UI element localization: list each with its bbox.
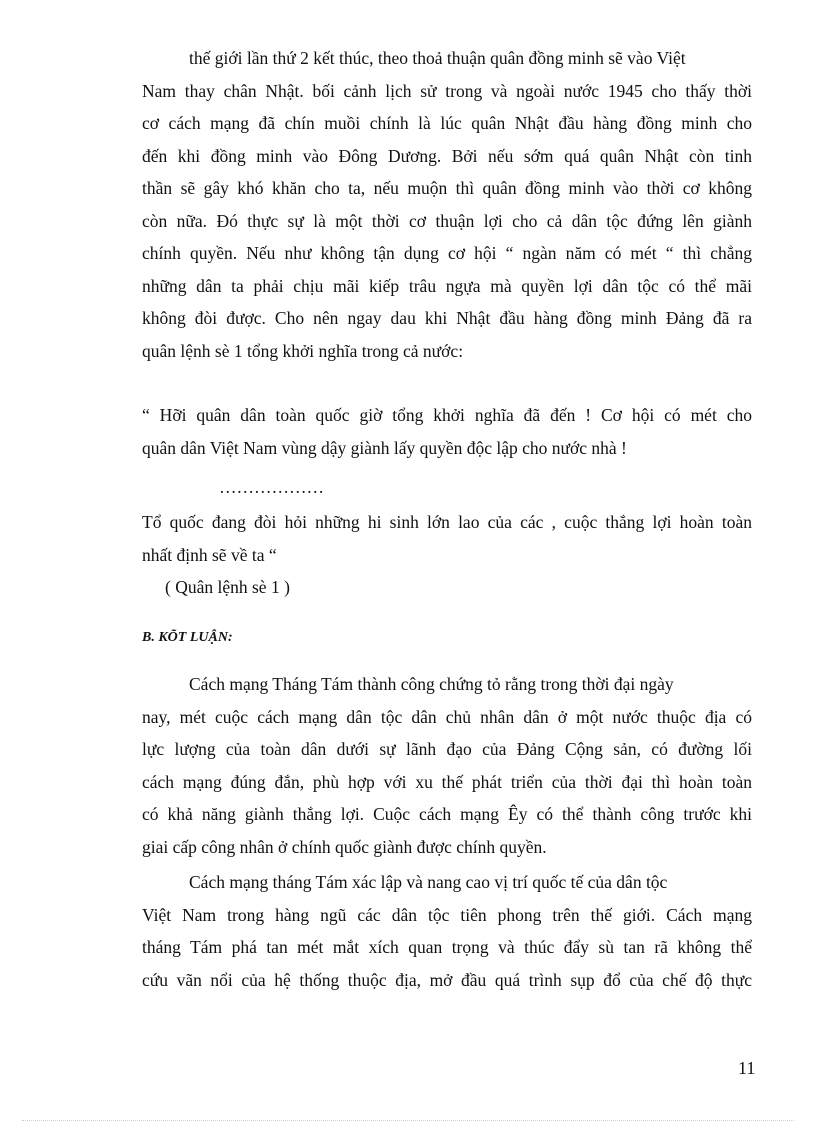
text-line: Nam thay chân Nhật. bối cảnh lịch sử trong và ngoài nước 1945 cho thấy thời	[142, 80, 752, 101]
text-line: quân lệnh sè 1 tổng khởi nghĩa trong cả nước:	[142, 340, 464, 361]
text-line: Cách mạng Tháng Tám thành công chứng tỏ rằng trong thời đại ngày	[189, 674, 674, 694]
text-line: nay, mét cuộc cách mạng dân tộc dân chủ nhân dân ở một nước thuộc địa có	[142, 706, 752, 727]
ellipsis: ………………	[219, 477, 324, 497]
paragraph-1	[142, 42, 752, 367]
quote-reference: ( Quân lệnh sè 1 )	[165, 577, 290, 597]
page-bottom-divider	[22, 1120, 794, 1121]
text-line: không đòi được. Cho nên ngay dau khi Nhật đầu hàng đồng minh Đảng đã ra	[142, 308, 752, 328]
text-line: tháng Tám phá tan mét mắt xích quan trọng và thúc đẩy sù tan rã không thể	[142, 937, 752, 957]
text-line: chính quyền. Nếu như không tận dụng cơ hội “ ngàn năm có mét “ thì chẳng	[142, 243, 752, 263]
text-line: cơ cách mạng đã chín muồi chính là lúc quân Nhật đầu hàng đồng minh cho	[142, 113, 752, 133]
text-line: thế giới lần thứ 2 kết thúc, theo thoả thuận quân đồng minh sẽ vào Việt	[189, 48, 686, 68]
text-line: đến khi đồng minh vào Đông Dương. Bởi nếu sớm quá quân Nhật còn tinh	[142, 145, 752, 166]
text-line: Tổ quốc đang đòi hỏi những hi sinh lớn lao của các , cuộc thắng lợi hoàn toàn	[142, 512, 752, 532]
text-line: những dân ta phải chịu mãi kiếp trâu ngựa mà quyền lợi dân tộc có thể mãi	[142, 275, 752, 296]
text-line: Cách mạng tháng Tám xác lập và nang cao vị trí quốc tế của dân tộc	[189, 872, 668, 892]
text-line: quân dân Việt Nam vùng dậy giành lấy quyền độc lập cho nước nhà !	[142, 437, 627, 458]
text-line: “ Hỡi quân dân toàn quốc giờ tổng khởi nghĩa đã đến ! Cơ hội có mét cho	[142, 405, 752, 425]
quotation-paragraph	[142, 399, 752, 464]
section-heading: B. KÕT LUẬN:	[142, 630, 233, 645]
text-line: giai cấp công nhân ở chính quốc giành được chính quyền.	[142, 836, 547, 857]
text-line: có khả năng giành thắng lợi. Cuộc cách mạng Êy có thể thành công trước khi	[142, 804, 752, 824]
paragraph-conclusion-2	[142, 866, 752, 996]
text-line: cách mạng đúng đắn, phù hợp với xu thế phát triển của thời đại thì hoàn toàn	[142, 771, 752, 792]
text-line: lực lượng của toàn dân dưới sự lãnh đạo của Đảng Cộng sản, có đường lối	[142, 739, 752, 759]
page-number: 11	[738, 1058, 756, 1078]
text-line: thần sẽ gây khó khăn cho ta, nếu muộn thì quân đồng minh vào thời cơ không	[142, 178, 752, 198]
text-line: còn nữa. Đó thực sự là một thời cơ thuận lợi cho cả dân tộc đứng lên giành	[142, 210, 752, 231]
text-line: Việt Nam trong hàng ngũ các dân tộc tiên phong trên thế giới. Cách mạng	[142, 904, 752, 925]
quotation-continuation	[142, 506, 752, 571]
paragraph-conclusion-1	[142, 668, 752, 863]
text-line: nhất định sẽ về ta “	[142, 544, 277, 565]
text-line: cứu vãn nổi của hệ thống thuộc địa, mở đầu quá trình sụp đổ của chế độ thực	[142, 969, 752, 990]
